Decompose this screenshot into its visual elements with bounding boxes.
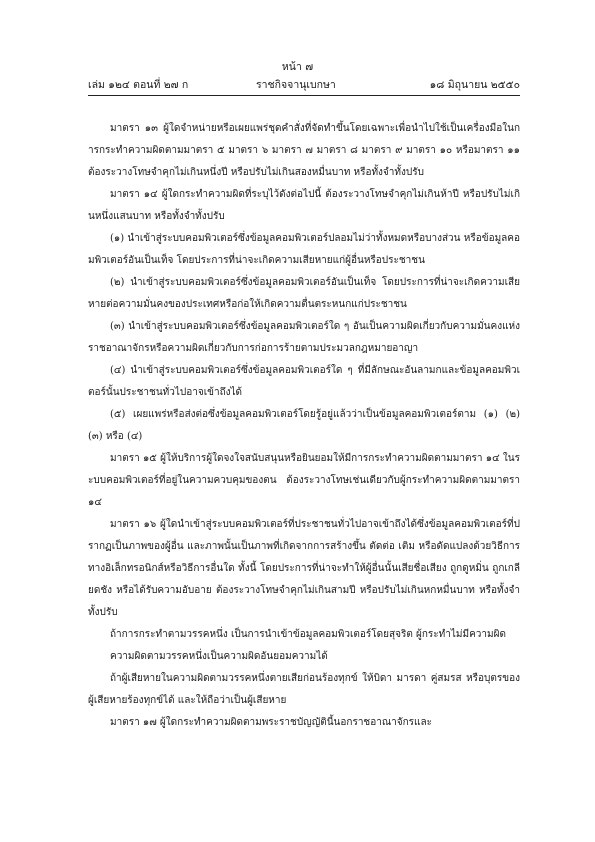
header-divider [88,95,520,96]
page-number: หน้า ๗ [281,61,314,73]
section-15: มาตรา ๑๕ ผู้ให้บริการผู้ใดจงใจสนับสนุนหรือยินยอมให้มีการกระทำความผิดตามมาตรา ๑๔ ในระบบคอมพิวเตอร์ที่อยู่ในความควบคุมของตน ต้องระวางโทษเช่นเดียวกับผู้กระทำความผิดตามมาตรา ๑๔ [88,453,520,508]
section-16-para-4: ถ้าผู้เสียหายในความผิดตามวรรคหนึ่งตายเสียก่อนร้องทุกข์ ให้บิดา มารดา คู่สมรส หรือบุตรของผู้เสียหายร้องทุกข์ได้ และให้ถือว่าเป็นผู้เสียหาย [88,673,520,706]
section-14: มาตรา ๑๔ ผู้ใดกระทำความผิดที่ระบุไว้ดังต่อไปนี้ ต้องระวางโทษจำคุกไม่เกินห้าปี หรือปรับไม่เกินหนึ่งแสนบาท หรือทั้งจำทั้งปรับ [88,189,520,222]
section-16-para-2: ถ้าการกระทำตามวรรคหนึ่ง เป็นการนำเข้าข้อมูลคอมพิวเตอร์โดยสุจริต ผู้กระทำไม่มีความผิด [110,629,506,640]
document-body [88,118,520,734]
section-14-item-5: (๕) เผยแพร่หรือส่งต่อซึ่งข้อมูลคอมพิวเตอร์โดยรู้อยู่แล้วว่าเป็นข้อมูลคอมพิวเตอร์ตาม (๑) (๒) (๓) หรือ (๔) [88,409,520,442]
running-header [88,76,520,92]
section-14-item-4: (๔) นำเข้าสู่ระบบคอมพิวเตอร์ซึ่งข้อมูลคอมพิวเตอร์ใด ๆ ที่มีลักษณะอันลามกและข้อมูลคอมพิวเตอร์นั้นประชาชนทั่วไปอาจเข้าถึงได้ [88,365,520,398]
publication-date: ๑๘ มิถุนายน ๒๕๕๐ [429,79,520,91]
section-14-item-1: (๑) นำเข้าสู่ระบบคอมพิวเตอร์ซึ่งข้อมูลคอมพิวเตอร์ปลอมไม่ว่าทั้งหมดหรือบางส่วน หรือข้อมูลคอมพิวเตอร์อันเป็นเท็จ โดยประการที่น่าจะเกิดความเสียหายแก่ผู้อื่นหรือประชาชน [88,233,520,266]
section-17: มาตรา ๑๗ ผู้ใดกระทำความผิดตามพระราชบัญญัตินี้นอกราชอาณาจักรและ [110,717,432,728]
section-14-item-2: (๒) นำเข้าสู่ระบบคอมพิวเตอร์ซึ่งข้อมูลคอมพิวเตอร์อันเป็นเท็จ โดยประการที่น่าจะเกิดความเสียหายต่อความมั่นคงของประเทศหรือก่อให้เกิดความตื่นตระหนกแก่ประชาชน [88,277,520,310]
section-14-item-3: (๓) นำเข้าสู่ระบบคอมพิวเตอร์ซึ่งข้อมูลคอมพิวเตอร์ใด ๆ อันเป็นความผิดเกี่ยวกับความมั่นคงแห่งราชอาณาจักรหรือความผิดเกี่ยวกับการก่อการร้ายตามประมวลกฎหมายอาญา [88,321,520,354]
section-16: มาตรา ๑๖ ผู้ใดนำเข้าสู่ระบบคอมพิวเตอร์ที่ประชาชนทั่วไปอาจเข้าถึงได้ซึ่งข้อมูลคอมพิวเตอร์ที่ปรากฏเป็นภาพของผู้อื่น และภาพนั้นเป็นภาพที่เกิดจากการสร้างขึ้น ตัดต่อ เติม หรือดัดแปลงด้วยวิธีการทางอิเล็กทรอนิกส์หรือวิธีการอื่นใด ทั้งนี้ โดยประการที่น่าจะทำให้ผู้อื่นนั้นเสียชื่อเสียง ถูกดูหมิ่น ถูกเกลียดชัง หรือได้รับความอับอาย ต้องระวางโทษจำคุกไม่เกินสามปี หรือปรับไม่เกินหกหมื่นบาท หรือทั้งจำทั้งปรับ [88,519,520,618]
section-13: มาตรา ๑๓ ผู้ใดจำหน่ายหรือเผยแพร่ชุดคำสั่งที่จัดทำขึ้นโดยเฉพาะเพื่อนำไปใช้เป็นเครื่องมือในการกระทำความผิดตามมาตรา ๕ มาตรา ๖ มาตรา ๗ มาตรา ๘ มาตรา ๙ มาตรา ๑๐ หรือมาตรา ๑๑ ต้องระวางโทษจำคุกไม่เกินหนึ่งปี หรือปรับไม่เกินสองหมื่นบาท หรือทั้งจำทั้งปรับ [88,123,520,178]
section-16-para-3: ความผิดตามวรรคหนึ่งเป็นความผิดอันยอมความได้ [110,651,328,662]
gazette-title: ราชกิจจานุเบกษา [256,79,336,91]
volume-issue: เล่ม ๑๒๔ ตอนที่ ๒๗ ก [88,79,189,91]
